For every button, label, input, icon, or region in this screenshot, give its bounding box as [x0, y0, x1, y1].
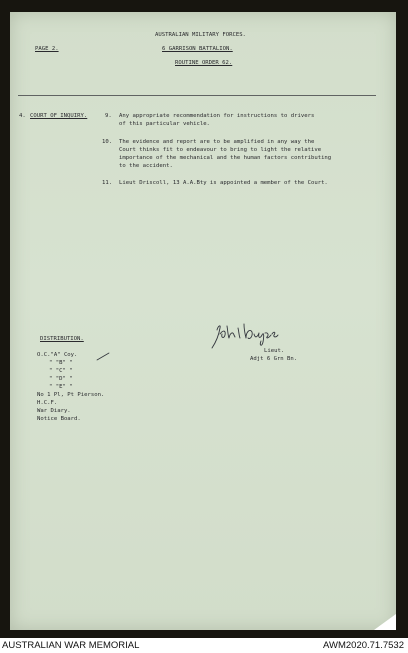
item-number: 9. [105, 113, 112, 119]
item-text-line: Lieut Driscoll, 13 A.A.Bty is appointed a member of the Court. [119, 180, 328, 186]
item-text-line: to the accident. [119, 163, 173, 169]
distribution-line: H.C.F. [37, 400, 58, 406]
archive-name: AUSTRALIAN WAR MEMORIAL [2, 640, 140, 651]
signatory-appointment: Adjt 6 Grn Bn. [250, 356, 298, 362]
item-text-line: Any appropriate recommendation for instructions to drivers [119, 113, 315, 119]
item-text-line: The evidence and report are to be amplified in any way the [119, 139, 315, 145]
distribution-line: " "C" " [49, 368, 73, 374]
item-number: 10. [102, 139, 113, 145]
header-rule [18, 95, 376, 96]
distribution-line: No 1 Pl, Pt Pierson. [37, 392, 105, 398]
signatory-rank: Lieut. [264, 348, 285, 354]
distribution-line: O.C."A" Coy. [37, 352, 78, 358]
distribution-title: DISTRIBUTION. [40, 336, 84, 342]
section-number: 4. [19, 113, 26, 119]
page-label: PAGE 2. [35, 46, 59, 52]
item-number: 11. [102, 180, 113, 186]
header-order-number: ROUTINE ORDER 62. [175, 60, 233, 66]
item-text-line: of this particular vehicle. [119, 121, 210, 127]
header-battalion: 6 GARRISON BATTALION. [162, 46, 233, 52]
checkmark-icon [96, 352, 110, 362]
distribution-line: War Diary. [37, 408, 71, 414]
distribution-line: " "B" " [49, 360, 73, 366]
distribution-line: " "E" " [49, 384, 73, 390]
item-text-line: Court thinks fit to endeavour to bring to light the relative [119, 147, 322, 153]
handwritten-signature [206, 318, 288, 352]
section-title: COURT OF INQUIRY. [30, 113, 88, 119]
document-page [10, 12, 396, 630]
item-text-line: importance of the mechanical and the human factors contributing [119, 155, 332, 161]
header-organisation: AUSTRALIAN MILITARY FORCES. [155, 32, 246, 38]
archive-accession-number: AWM2020.71.7532 [323, 640, 404, 651]
torn-corner [374, 614, 396, 630]
distribution-line: Notice Board. [37, 416, 81, 422]
distribution-line: " "D" " [49, 376, 73, 382]
